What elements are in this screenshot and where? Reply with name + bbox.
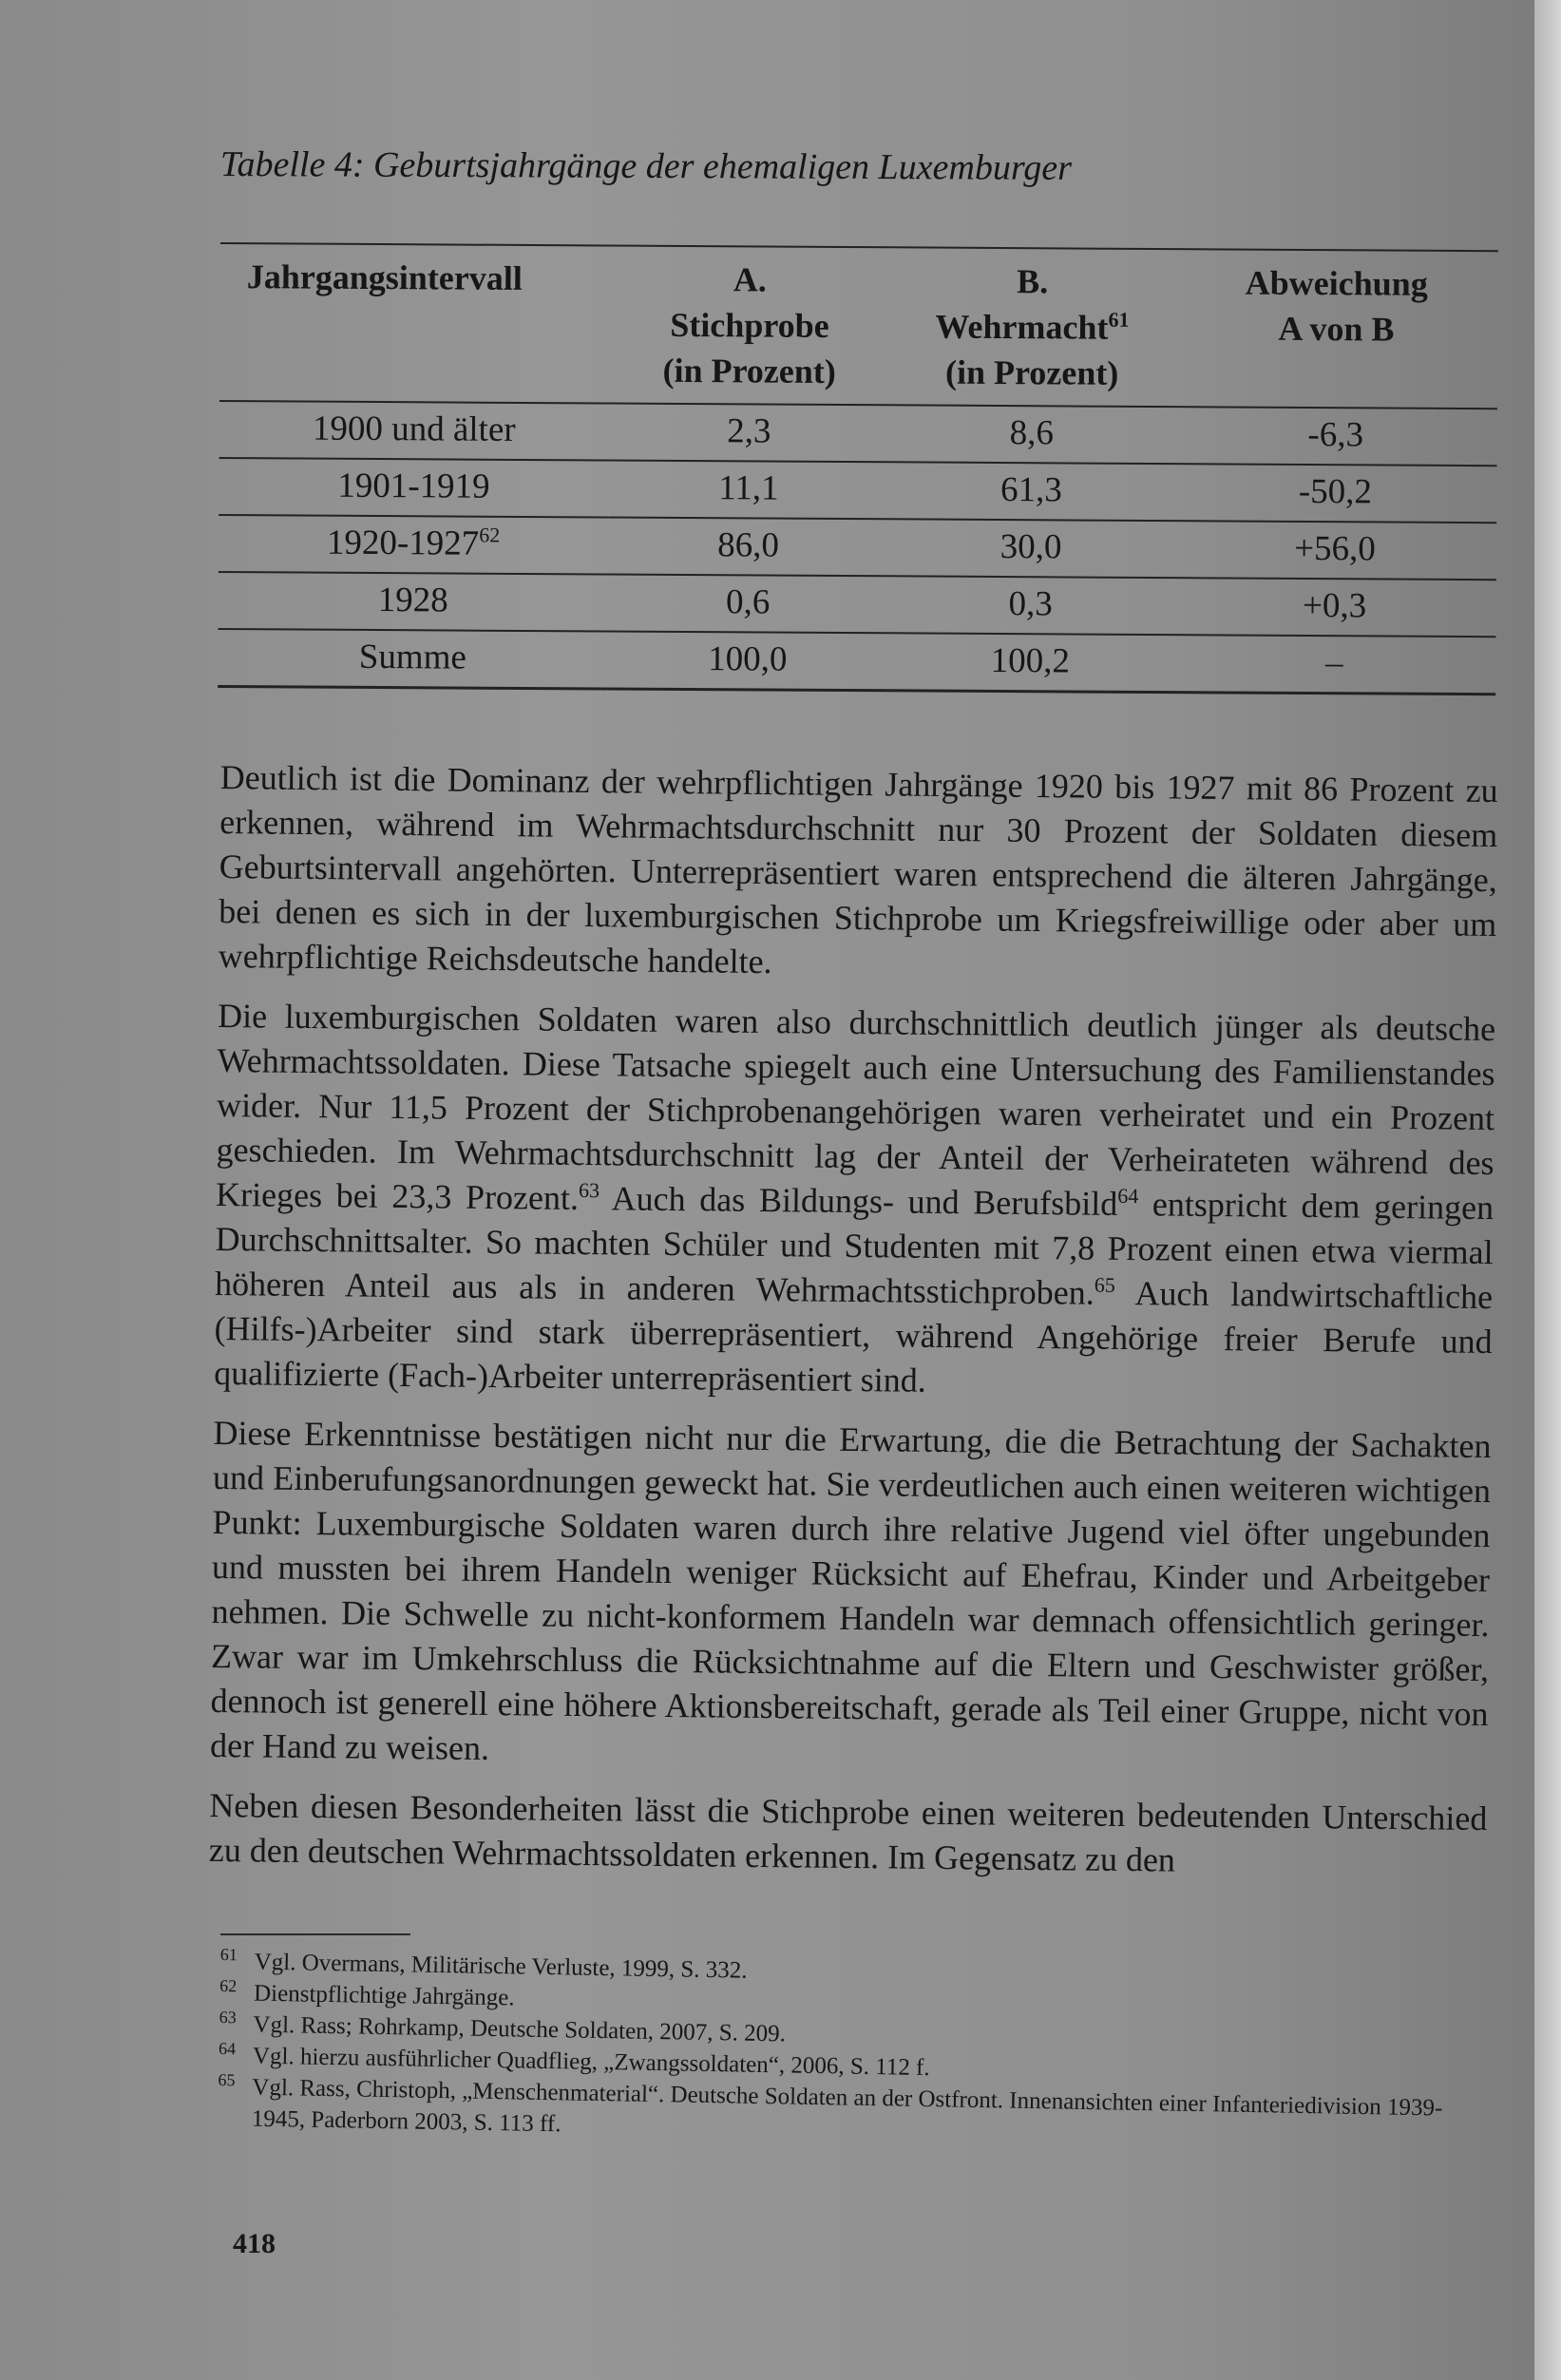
header-deviation-line: A von B: [1278, 309, 1395, 349]
body-text: [209, 755, 1498, 1901]
footnote-divider: [220, 1933, 410, 1935]
table-row: [219, 401, 1497, 466]
interval-text: Summe: [358, 637, 466, 677]
birth-cohort-table-container: [218, 242, 1498, 695]
page-number: 418: [233, 2228, 276, 2259]
footnote-ref: 61: [1108, 307, 1130, 332]
table-row: [219, 572, 1496, 637]
header-deviation: [1174, 249, 1498, 409]
header-wehrmacht-line: B.: [1017, 262, 1049, 301]
table-caption: Tabelle 4: Geburtsjahrgänge der ehemaligen Luxemburger: [219, 143, 1073, 188]
cell-deviation: +56,0: [1173, 521, 1496, 580]
footnote-number: 64: [218, 2038, 237, 2058]
footnote-number: 61: [219, 1944, 238, 1964]
cell-deviation: -6,3: [1174, 407, 1497, 466]
cell-interval: [219, 572, 608, 632]
footnote-text: Vgl. hierzu ausführlicher Quadflieg, „Zwangssoldaten“, 2006, S. 112 f.: [252, 2043, 930, 2082]
cell-wehrmacht: 8,6: [889, 405, 1174, 464]
footnote-ref: 65: [1094, 1272, 1115, 1297]
cell-deviation: –: [1172, 635, 1495, 695]
body-text-run: Diese Erkenntnisse bestätigen nicht nur die Erwartung, die die Betrachtung der Sachakten und Einberufungsanordnungen geweckt hat. Sie verdeutlichen auch einen weiteren wichtigen Punkt: Luxemburgische Soldaten waren durch ihre relative Jugend viel öfter ungebunden und mussten bei ihrem Handeln weniger Rücksicht auf Ehefrau, Kinder und Arbeitgeber nehmen. Die Schwelle zu nicht-konformem Handeln war demnach offensichtlich geringer. Zwar war im Umkehrschluss die Rücksichtnahme auf die Eltern und Geschwister größer, dennoch ist generell eine höhere Aktionsbereitschaft, gerade als Teil einer Gruppe, nicht von der Hand zu weisen.: [209, 1413, 1492, 1768]
header-sample: [609, 246, 890, 406]
cell-interval: [219, 515, 608, 575]
header-deviation-line: Abweichung: [1245, 263, 1428, 303]
body-text-run: Auch landwirtschaftliche (Hilfs-)Arbeiter sind stark überrepräsentiert, während Angehörige freier Berufe und qualifizierte (Fach-)Arbeiter unterrepräsentiert sind.: [213, 1273, 1494, 1399]
cell-sample: 86,0: [608, 517, 888, 576]
body-text-run: Auch das Bildungs- und Berufsbild: [599, 1179, 1118, 1223]
interval-text: 1928: [377, 581, 448, 620]
footnote-number: 62: [219, 1975, 238, 1995]
cell-deviation: +0,3: [1172, 578, 1495, 637]
body-text-run: Neben diesen Besonderheiten lässt die Stichprobe einen weiteren bedeutenden Unterschied zu den deutschen Wehrmachtssoldaten erkennen. Im Gegensatz zu den: [208, 1785, 1488, 1879]
footnote-number: 65: [218, 2069, 236, 2089]
cell-interval: [219, 401, 609, 461]
header-sample-line: (in Prozent): [662, 351, 836, 390]
interval-text: 1900 und älter: [312, 409, 516, 449]
footnote-ref: 62: [479, 523, 501, 547]
table-row-total: [218, 629, 1495, 695]
body-text-run: Die luxemburgischen Soldaten waren also durchschnittlich deutlich jünger als deutsche Wehrmachtssoldaten. Diese Tatsache spiegelt auch eine Untersuchung des Familienstandes wider. Nur 11,5 Prozent der Stichprobenangehörigen waren verheiratet und ein Prozent geschieden. Im Wehrmachtsdurchschnitt lag der Anteil der Verheirateten während des Krieges bei 23,3 Prozent.: [215, 996, 1496, 1217]
body-text-run: Deutlich ist die Dominanz der wehrpflichtigen Jahrgänge 1920 bis 1927 mit 86 Prozent zu erkennen, während im Wehrmachtsdurchschnitt nur 30 Prozent der Soldaten diesem Geburtsintervall angehörten. Unterrepräsentiert waren entsprechend die älteren Jahrgänge, bei denen es sich in der luxemburgischen Stichprobe um Kriegsfreiwillige oder aber um wehrpflichtige Reichsdeutsche handelte.: [218, 757, 1498, 981]
header-wehrmacht: [889, 247, 1175, 407]
header-interval: [219, 243, 610, 404]
interval-text: 1920-1927: [326, 523, 480, 563]
table-header-row: [219, 243, 1498, 409]
table-row: [219, 515, 1496, 580]
cell-sample: 0,6: [608, 574, 888, 633]
birth-cohort-table: [218, 242, 1498, 695]
footnote-text: Vgl. Rass; Rohrkamp, Deutsche Soldaten, 2007, S. 209.: [253, 2011, 787, 2047]
cell-wehrmacht: 100,2: [887, 633, 1172, 692]
cell-sample: 2,3: [609, 404, 889, 463]
table-row: [219, 458, 1496, 523]
interval-text: 1901-1919: [337, 466, 490, 506]
footnote-text: Dienstpflichtige Jahrgänge.: [253, 1980, 515, 2011]
body-paragraph: [210, 1411, 1492, 1781]
body-paragraph: [209, 1783, 1488, 1886]
cell-wehrmacht: 61,3: [888, 462, 1173, 521]
cell-wehrmacht: 0,3: [888, 576, 1173, 635]
header-sample-line: Stichprobe: [670, 305, 829, 345]
cell-deviation: -50,2: [1173, 464, 1496, 523]
cell-interval: [219, 458, 608, 518]
body-text-run: entspricht dem geringen Durchschnittsalter. So machten Schüler und Studenten mit 7,8 Prozent einen etwa viermal höheren Anteil aus als in anderen Wehrmachtsstichproben.: [214, 1185, 1494, 1312]
body-paragraph: [214, 994, 1495, 1409]
header-interval-line: Jahrgangsintervall: [246, 257, 523, 297]
header-wehrmacht-line: (in Prozent): [944, 352, 1119, 392]
header-wehrmacht-line: Wehrmacht: [935, 307, 1109, 347]
footnote-text: Vgl. Rass, Christoph, „Menschenmaterial“. Deutsche Soldaten an der Ostfront. Innenansichten einer Infanteriedivision 1939-1945, Paderborn 2003, S. 113 ff.: [251, 2074, 1443, 2138]
footnote-ref: 63: [578, 1177, 600, 1203]
header-sample-line: A.: [733, 260, 767, 299]
footnotes: [218, 1946, 1498, 2156]
body-paragraph: [219, 755, 1498, 992]
footnote-ref: 64: [1117, 1183, 1139, 1209]
cell-wehrmacht: 30,0: [888, 519, 1173, 578]
cell-interval: [218, 629, 607, 689]
footnote-text: Vgl. Overmans, Militärische Verluste, 1999, S. 332.: [254, 1949, 748, 1984]
footnote-number: 63: [219, 2007, 237, 2027]
cell-sample: 11,1: [608, 461, 888, 520]
cell-sample: 100,0: [607, 631, 887, 690]
